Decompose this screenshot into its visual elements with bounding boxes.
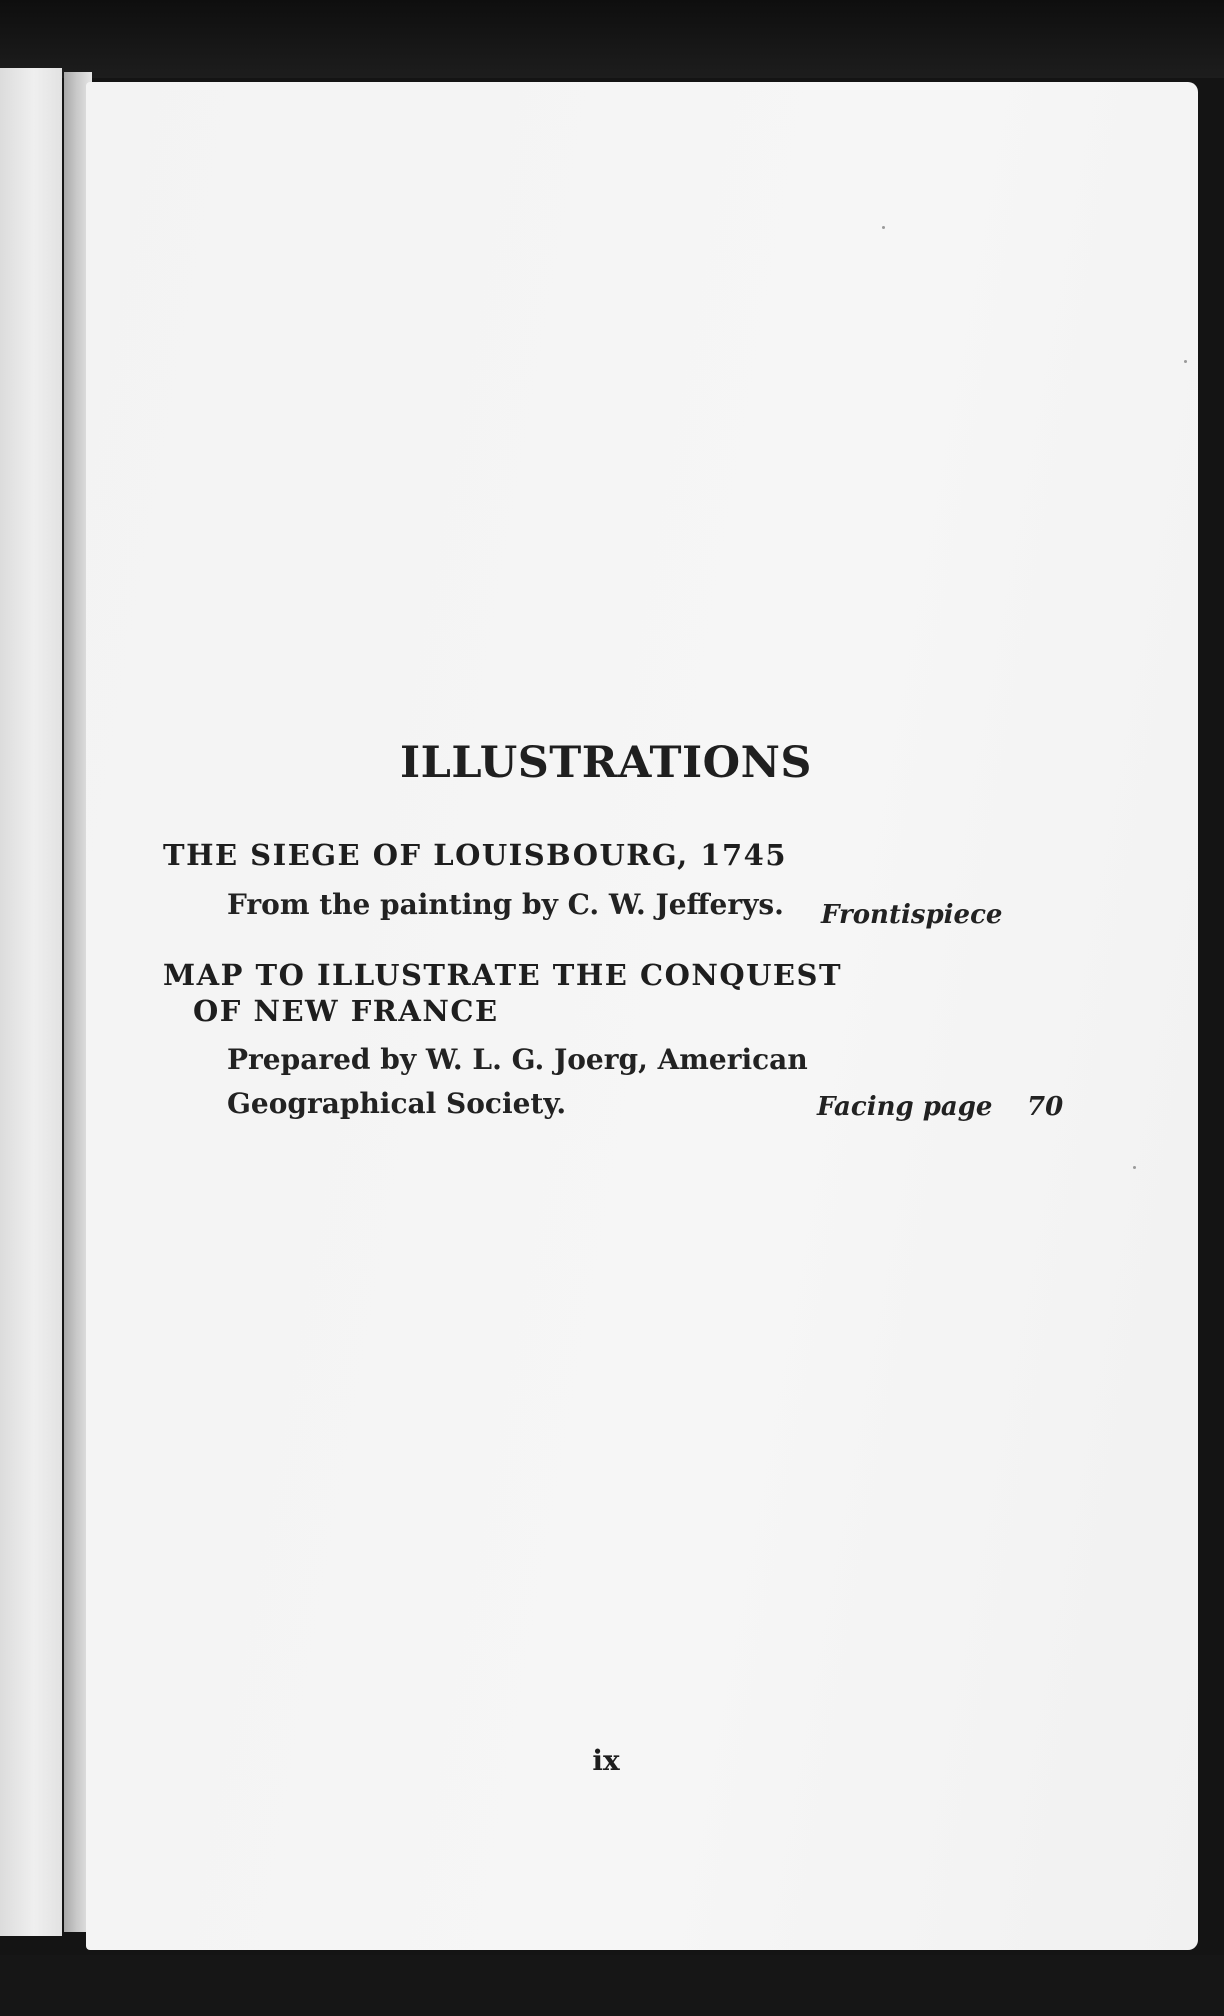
page-folio: ix <box>592 1744 620 1777</box>
paper-speck <box>1184 360 1187 363</box>
entry-2-title-line-1: MAP TO ILLUSTRATE THE CONQUEST <box>163 958 843 992</box>
scan-top-border <box>0 0 1224 78</box>
paper-speck <box>882 226 885 229</box>
entry-1-title: THE SIEGE OF LOUISBOURG, 1745 <box>163 838 787 872</box>
entry-2-placement: Facing page <box>817 1092 993 1122</box>
entry-2-page-number: 70 <box>1027 1092 1064 1122</box>
paper-speck <box>1133 1166 1136 1169</box>
entry-2-title-line-2: OF NEW FRANCE <box>193 994 499 1028</box>
scan-bottom-border <box>0 1955 1224 2016</box>
entry-1-description: From the painting by C. W. Jefferys. <box>227 888 784 921</box>
entry-1-placement: Frontispiece <box>821 900 1003 930</box>
entry-2-description-line-2: Geographical Society. <box>227 1087 567 1120</box>
entry-2-description-line-1: Prepared by W. L. G. Joerg, American <box>227 1043 808 1076</box>
page-title <box>0 738 1224 788</box>
page-title-text: ILLUSTRATIONS <box>400 738 812 788</box>
book-spine-edge <box>0 68 62 1936</box>
